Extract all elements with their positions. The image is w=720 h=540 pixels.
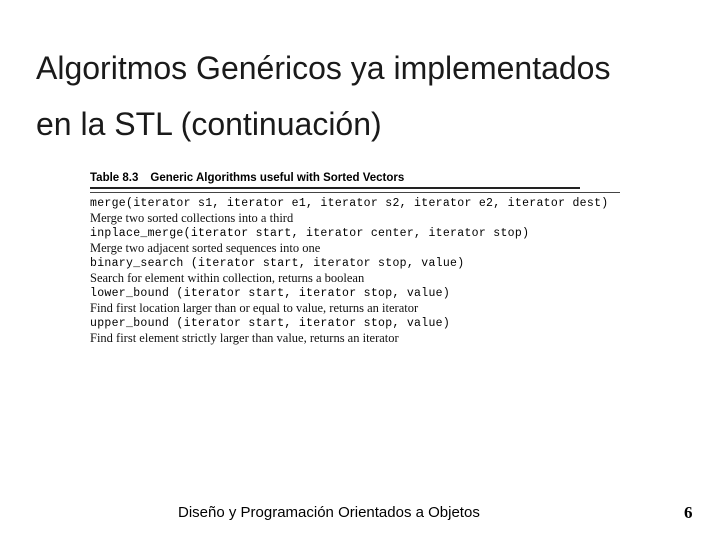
entry-description: Search for element within collection, returns a boolean bbox=[90, 271, 365, 285]
entry-description: Merge two sorted collections into a third bbox=[90, 211, 294, 225]
algorithms-table-figure bbox=[90, 172, 622, 346]
footer-text: Diseño y Programación Orientados a Objetos bbox=[178, 504, 480, 521]
entry-signature: inplace_merge(iterator start, iterator center, iterator stop) bbox=[90, 227, 530, 240]
entry-description: Find first element strictly larger than value, returns an iterator bbox=[90, 331, 399, 345]
entry-description: Find first location larger than or equal to value, returns an iterator bbox=[90, 301, 419, 315]
page-number: 6 bbox=[684, 503, 693, 522]
table-entry-upper-bound bbox=[90, 316, 622, 346]
table-entry-lower-bound bbox=[90, 286, 622, 316]
entry-signature: binary_search (iterator start, iterator stop, value) bbox=[90, 257, 465, 270]
slide-title-line-2: en la STL (continuación) bbox=[36, 106, 382, 142]
table-caption: Generic Algorithms useful with Sorted Vectors bbox=[150, 172, 405, 184]
entry-signature: upper_bound (iterator start, iterator stop, value) bbox=[90, 317, 451, 330]
entry-signature: merge(iterator s1, iterator e1, iterator s2, iterator e2, iterator dest) bbox=[90, 197, 609, 210]
table-entry-merge bbox=[90, 196, 622, 226]
table-header bbox=[90, 172, 622, 186]
table-entry-binary-search bbox=[90, 256, 622, 286]
entry-signature: lower_bound (iterator start, iterator stop, value) bbox=[90, 287, 451, 300]
table-entry-inplace-merge bbox=[90, 226, 622, 256]
slide-title-line-1: Algoritmos Genéricos ya implementados bbox=[36, 50, 611, 86]
slide-title bbox=[36, 40, 610, 152]
table-top-rule bbox=[90, 187, 580, 189]
table-header-rule bbox=[90, 192, 620, 193]
entry-description: Merge two adjacent sorted sequences into one bbox=[90, 241, 321, 255]
table-number: Table 8.3 bbox=[90, 172, 139, 184]
